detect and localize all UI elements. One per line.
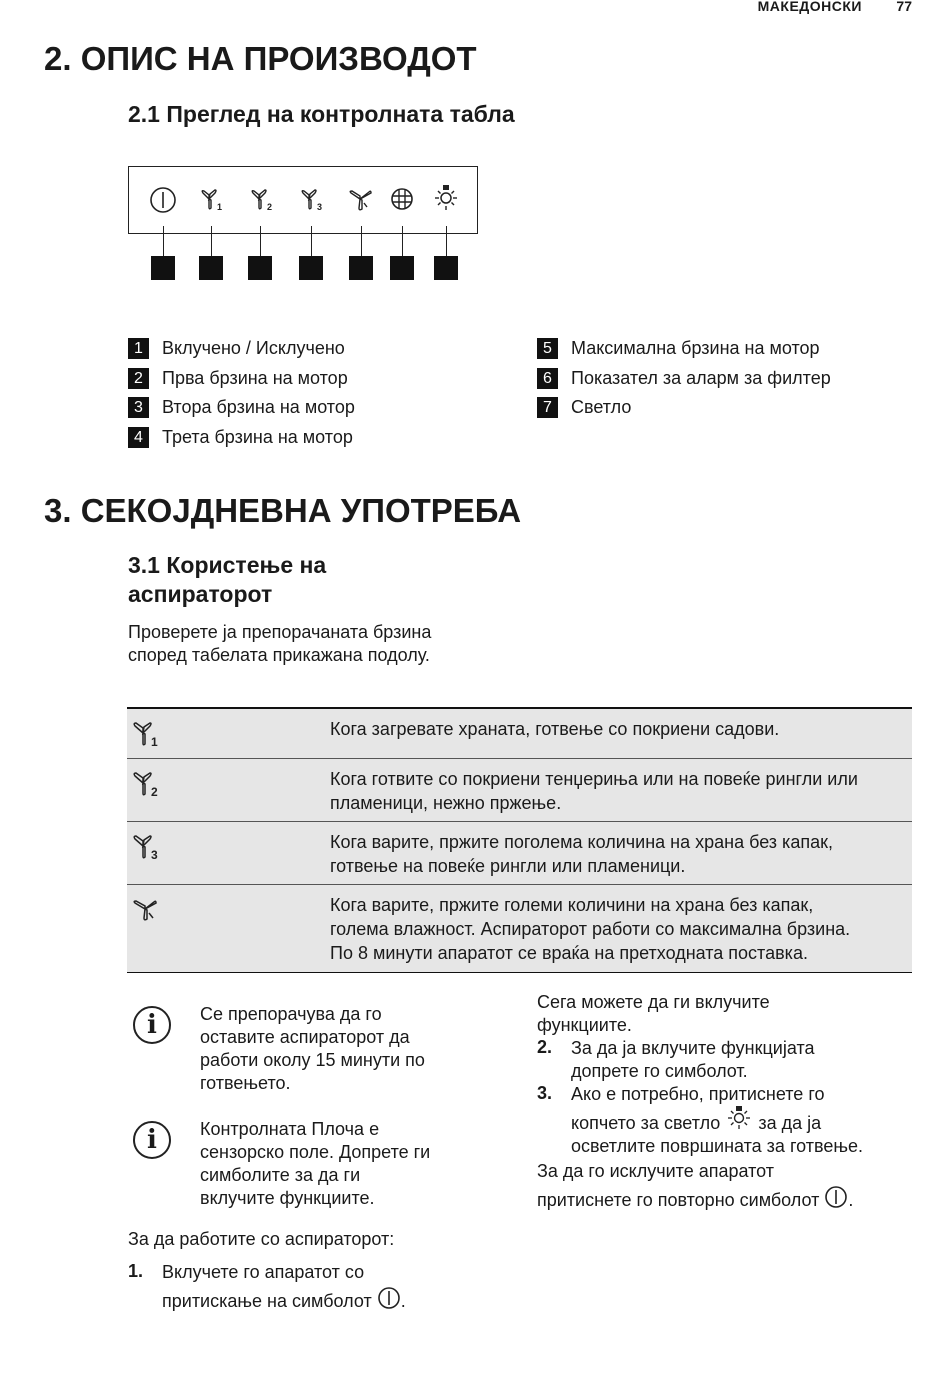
section-3-1-title-line: 3.1 Користење на	[128, 552, 327, 578]
legend-number: 5	[537, 338, 558, 359]
callout-marker-2	[199, 256, 223, 280]
step-line: Ако е потребно, притиснете го	[571, 1084, 825, 1104]
fan-speed-2-icon	[132, 771, 162, 799]
intro-line: Сега можете да ги вклучите	[537, 992, 770, 1012]
table-text-line: пламеници, нежно пржење.	[330, 793, 562, 813]
callout-marker-3	[248, 256, 272, 280]
power-icon	[377, 1286, 401, 1310]
step-line	[571, 1112, 863, 1135]
table-row	[127, 759, 912, 822]
svg-text:2: 2	[151, 785, 158, 799]
table-row	[127, 709, 912, 759]
callout-line	[260, 226, 261, 256]
step-number: 1.	[128, 1261, 144, 1281]
legend-item	[537, 397, 631, 418]
table-row	[127, 822, 912, 885]
off-line	[537, 1189, 853, 1212]
step-text: копчето за светло	[571, 1113, 721, 1133]
callout-marker-7	[434, 256, 458, 280]
right-intro	[537, 991, 770, 1037]
step-line: За да ја вклучите функцијата	[571, 1038, 815, 1058]
legend-number: 1	[128, 338, 149, 359]
svg-text:3: 3	[151, 848, 158, 862]
legend-item	[128, 397, 355, 418]
info-line: сензорско поле. Допрете ги	[200, 1142, 431, 1162]
legend-number: 3	[128, 397, 149, 418]
legend-label: Показател за аларм за филтер	[571, 368, 831, 388]
power-icon	[149, 186, 177, 214]
light-icon	[432, 184, 460, 212]
legend-label: Втора брзина на мотор	[162, 397, 355, 417]
legend-item	[128, 338, 345, 359]
table-row	[127, 885, 912, 973]
table-cell-text	[330, 767, 904, 815]
table-text-line: голема влажност. Аспираторот работи со максимална брзина.	[330, 919, 851, 939]
legend-label: Светло	[571, 397, 632, 417]
legend-item	[128, 368, 348, 389]
page-number: 77	[896, 0, 912, 14]
step-line: допрете го симболот.	[571, 1061, 748, 1081]
info-note-1	[200, 1003, 425, 1095]
table-cell-text	[330, 717, 904, 741]
step-text: притискање на симболот	[162, 1291, 372, 1311]
step-number: 2.	[537, 1037, 553, 1057]
intro-line: според табелата прикажана подолу.	[128, 645, 430, 665]
callout-marker-6	[390, 256, 414, 280]
legend-label: Максимална брзина на мотор	[571, 338, 820, 358]
off-line: За да го исклучите апаратот	[537, 1161, 774, 1181]
legend-item	[537, 338, 820, 359]
info-line: оставите аспираторот да	[200, 1027, 410, 1047]
info-line: готвењето.	[200, 1073, 291, 1093]
svg-text:2: 2	[267, 202, 273, 212]
table-text-line: Кога варите, пржите големи количини на храна без капак,	[330, 895, 814, 915]
step-line	[162, 1290, 406, 1313]
legend-label: Вклучено / Исклучено	[162, 338, 345, 358]
speed-table	[127, 707, 912, 973]
info-line: Се препорачува да го	[200, 1004, 382, 1024]
svg-text:1: 1	[217, 202, 223, 212]
section-3-1-title-line: аспираторот	[128, 581, 273, 607]
legend-number: 6	[537, 368, 558, 389]
power-icon	[824, 1185, 848, 1209]
section-3-1-title	[128, 551, 326, 609]
callout-line	[361, 226, 362, 256]
light-icon	[725, 1106, 753, 1132]
legend-number: 4	[128, 427, 149, 448]
info-icon: i	[133, 1121, 171, 1159]
callout-line	[211, 226, 212, 256]
fan-speed-3-icon	[132, 834, 162, 862]
period: .	[848, 1190, 854, 1210]
legend-label: Прва брзина на мотор	[162, 368, 348, 388]
operate-intro: За да работите со аспираторот:	[128, 1229, 395, 1249]
legend-number: 7	[537, 397, 558, 418]
callout-line	[446, 226, 447, 256]
intro-line: функциите.	[537, 1015, 632, 1035]
legend-number: 2	[128, 368, 149, 389]
switch-off-note	[537, 1160, 853, 1212]
intro-line: Проверете ја препорачаната брзина	[128, 622, 432, 642]
legend-item	[128, 427, 353, 448]
info-icon: i	[133, 1006, 171, 1044]
step-text: за да ја	[758, 1113, 822, 1133]
step-line: Вклучете го апаратот со	[162, 1262, 365, 1282]
speed-intro	[128, 621, 431, 667]
table-text-line: Кога готвите со покриени тенџериња или на повеќе рингли или	[330, 769, 858, 789]
step-line: осветлите површината за готвење.	[571, 1136, 863, 1156]
callout-line	[402, 226, 403, 256]
callout-line	[163, 226, 164, 256]
table-cell-text	[330, 830, 904, 878]
table-text-line: готвење на повеќе рингли или пламеници.	[330, 856, 686, 876]
table-cell-text	[330, 893, 904, 965]
svg-text:3: 3	[317, 202, 323, 212]
svg-text:1: 1	[151, 735, 158, 749]
filter-icon	[390, 187, 414, 211]
fan-max-icon	[132, 897, 162, 925]
callout-marker-1	[151, 256, 175, 280]
step-1	[162, 1261, 406, 1313]
step-2	[571, 1037, 815, 1083]
off-text: притиснете го повторно симболот	[537, 1190, 820, 1210]
table-text-line: По 8 минути апаратот се враќа на претходната поставка.	[330, 943, 808, 963]
fan-speed-2-icon	[250, 189, 276, 213]
info-line: Контролната Плоча е	[200, 1119, 380, 1139]
info-line: вклучите функциите.	[200, 1188, 375, 1208]
info-line: работи околу 15 минути по	[200, 1050, 425, 1070]
table-text-line: Кога загревате храната, готвење со покриени садови.	[330, 719, 780, 739]
legend-label: Трета брзина на мотор	[162, 427, 353, 447]
fan-max-icon	[348, 188, 374, 212]
callout-line	[311, 226, 312, 256]
fan-speed-3-icon	[300, 189, 326, 213]
step-number: 3.	[537, 1083, 553, 1103]
fan-speed-1-icon	[132, 721, 162, 749]
section-2-1-title: 2.1 Преглед на контролната табла	[128, 101, 515, 127]
fan-speed-1-icon	[200, 189, 226, 213]
period: .	[400, 1291, 406, 1311]
section-3-title: 3. СЕКОЈДНЕВНА УПОТРЕБА	[44, 492, 522, 529]
callout-marker-4	[299, 256, 323, 280]
section-2-title: 2. ОПИС НА ПРОИЗВОДОТ	[44, 40, 477, 77]
legend-item	[537, 368, 831, 389]
info-note-2	[200, 1118, 430, 1210]
step-3	[571, 1083, 863, 1158]
table-text-line: Кога варите, пржите поголема количина на храна без капак,	[330, 832, 833, 852]
callout-marker-5	[349, 256, 373, 280]
header-language: МАКЕДОНСКИ	[757, 0, 862, 14]
info-line: симболите за да ги	[200, 1165, 361, 1185]
